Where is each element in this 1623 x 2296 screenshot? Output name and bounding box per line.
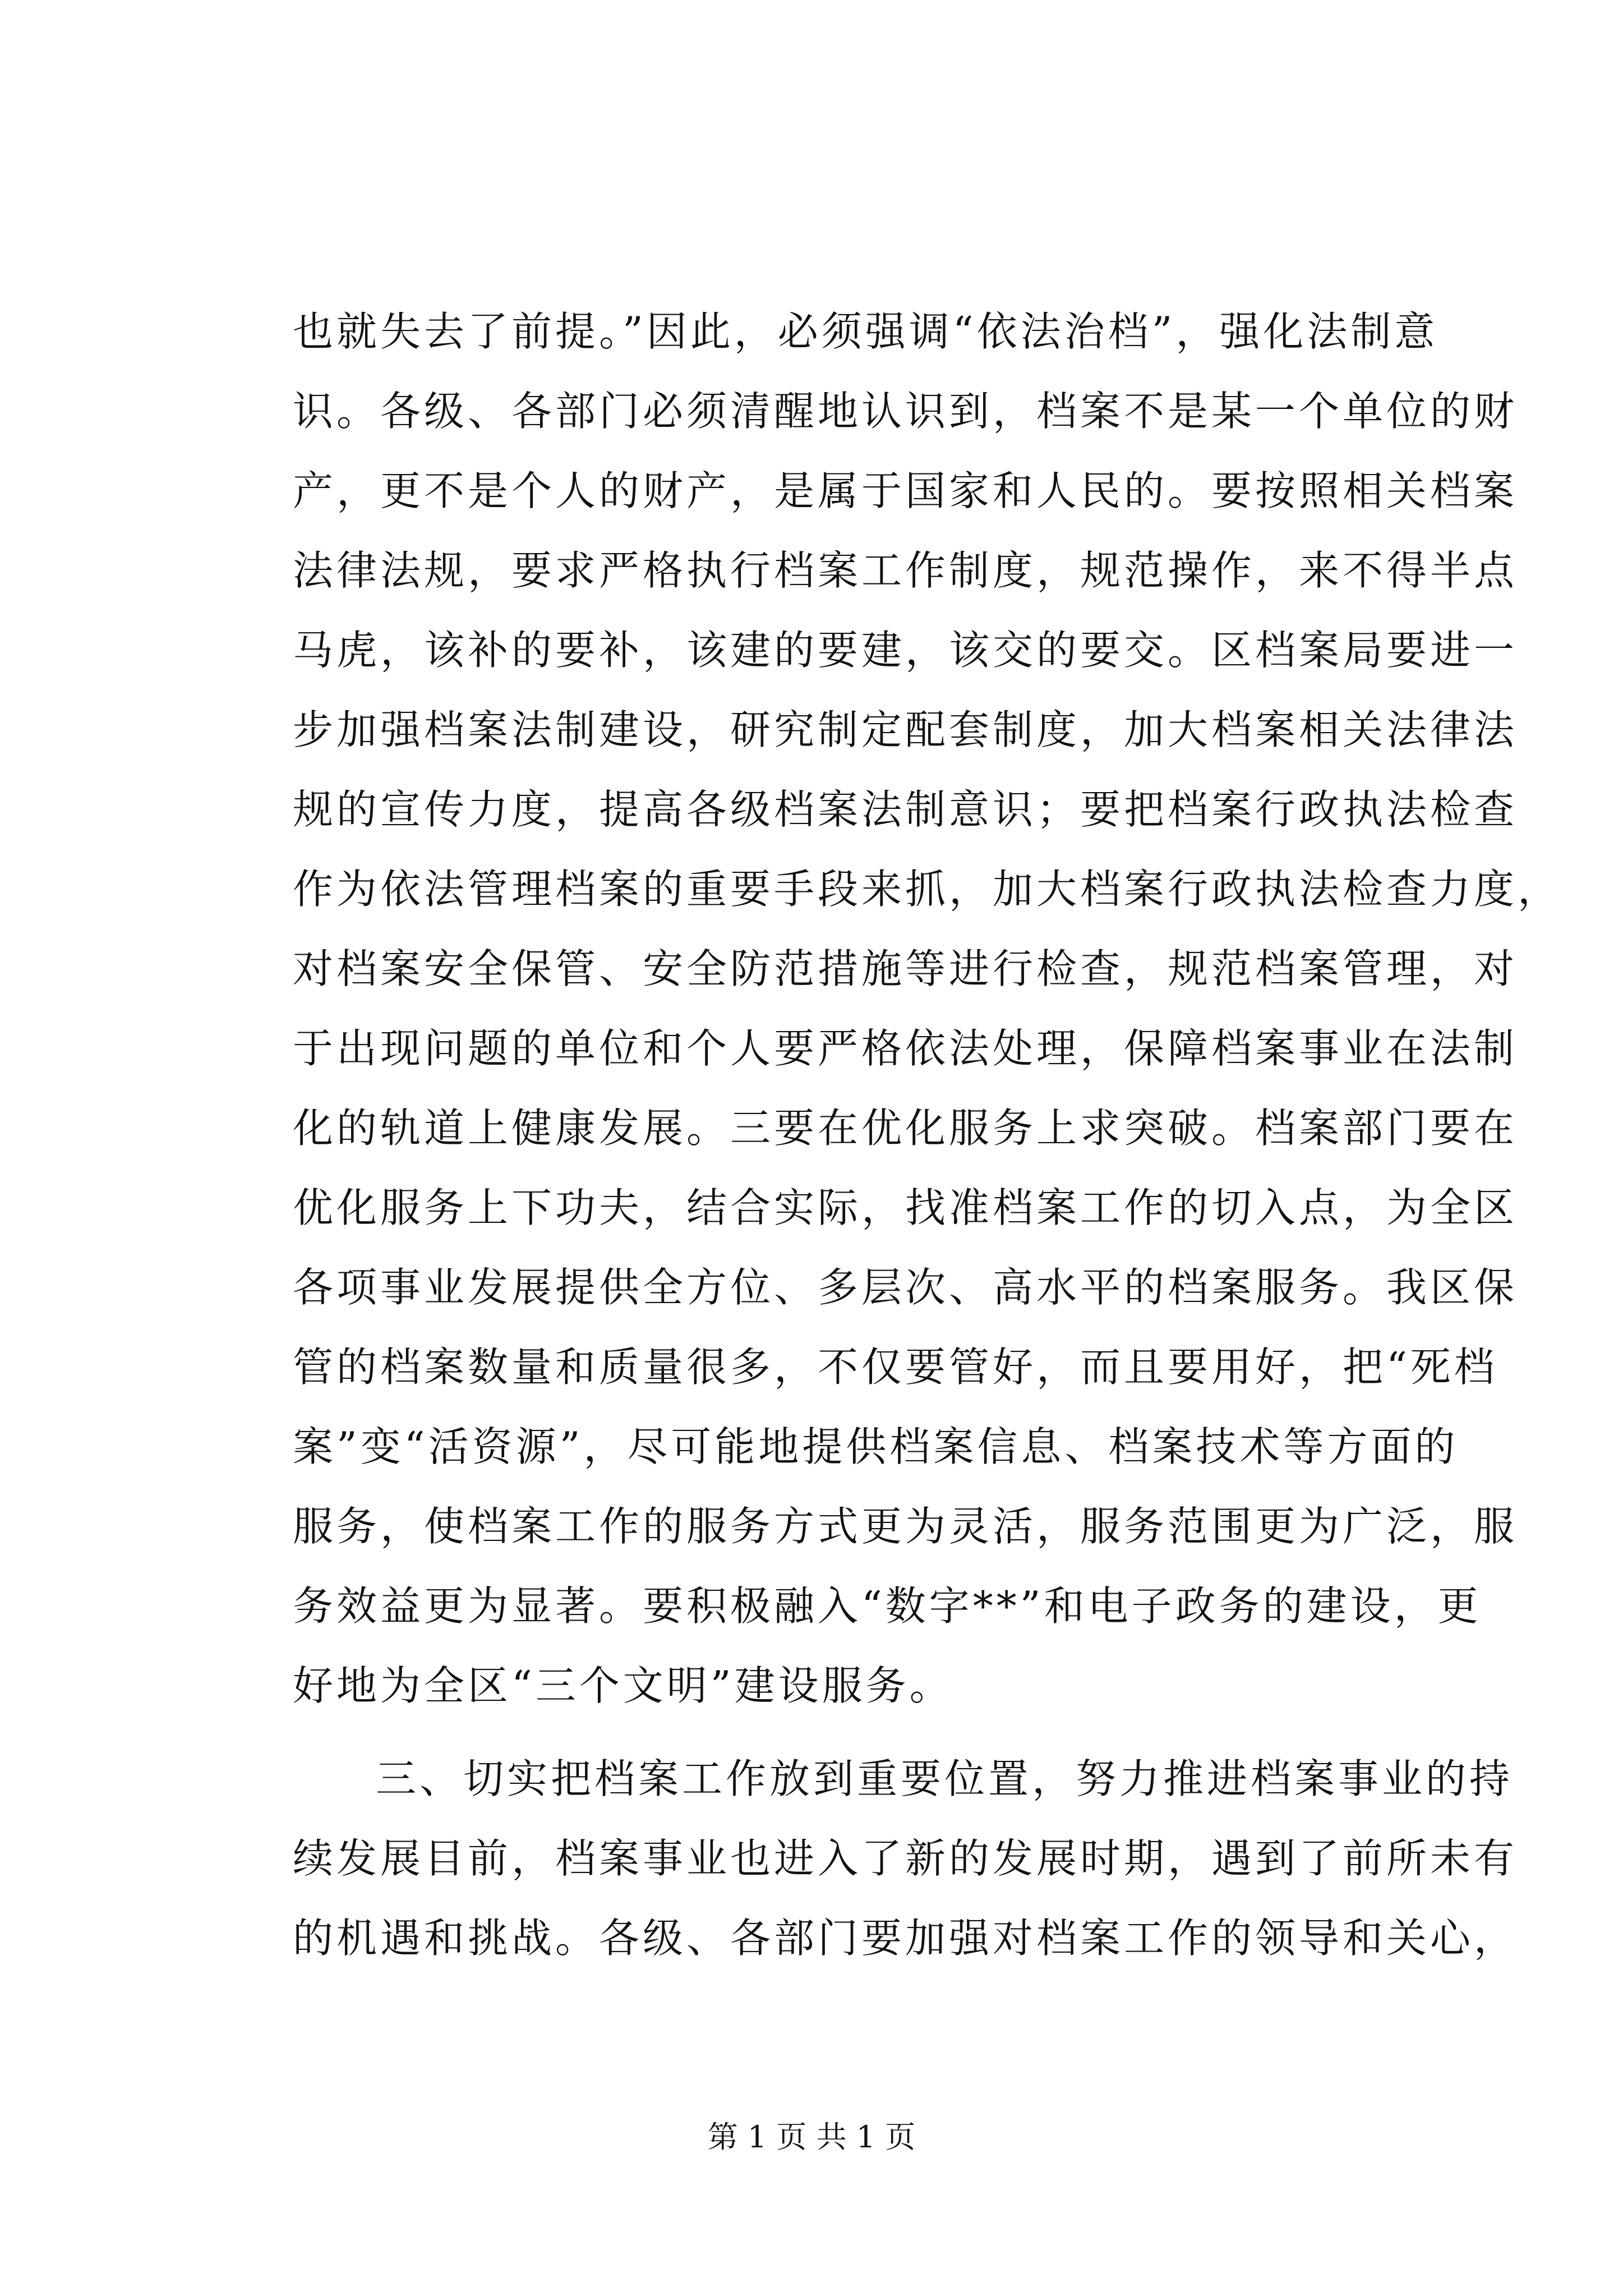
text-line: 管的档案数量和质量很多，不仅要管好，而且要用好，把“死档: [293, 1343, 1498, 1391]
text-line: 服务，使档案工作的服务方式更为灵活，服务范围更为广泛，服: [293, 1503, 1518, 1550]
text-line: 化的轨道上健康发展。三要在优化服务上求突破。档案部门要在: [293, 1105, 1518, 1152]
page-number-label: 第 1 页 共 1 页: [707, 2119, 916, 2155]
text-line: 规的宣传力度，提高各级档案法制意识；要把档案行政执法检查: [293, 786, 1518, 833]
text-line: 优化服务上下功夫，结合实际，找准档案工作的切入点，为全区: [293, 1184, 1518, 1231]
text-line: 续发展目前，档案事业也进入了新的发展时期，遇到了前所未有: [293, 1835, 1518, 1882]
text-line: 务效益更为显著。要积极融入“数字**”和电子政务的建设，更: [293, 1582, 1482, 1630]
text-line: 各项事业发展提供全方位、多层次、高水平的档案服务。我区保: [293, 1264, 1518, 1311]
document-body: [293, 292, 1562, 1978]
paragraph-1: [293, 292, 1562, 1726]
paragraph-spacer: [293, 1726, 1409, 1739]
page-footer: [0, 2118, 1623, 2157]
text-line: 产，更不是个人的财产，是属于国家和人民的。要按照相关档案: [293, 467, 1518, 514]
text-line: 作为依法管理档案的重要手段来抓，加大档案行政执法检查力度，: [293, 866, 1562, 913]
text-line: 案”变“活资源”，尽可能地提供档案信息、档案技术等方面的: [293, 1423, 1459, 1470]
text-line: 的机遇和挑战。各级、各部门要加强对档案工作的领导和关心，: [293, 1915, 1518, 1962]
text-line: 对档案安全保管、安全防范措施等进行检查，规范档案管理，对: [293, 945, 1518, 992]
text-line: 于出现问题的单位和个人要严格依法处理，保障档案事业在法制: [293, 1025, 1518, 1072]
text-line: 法律法规，要求严格执行档案工作制度，规范操作，来不得半点: [293, 547, 1518, 594]
text-line: 也就失去了前提。”因此，必须强调“依法治档”，强化法制意: [293, 308, 1438, 355]
text-line: 马虎，该补的要补，该建的要建，该交的要交。区档案局要进一: [293, 627, 1518, 674]
text-line: 好地为全区“三个文明”建设服务。: [293, 1662, 953, 1709]
text-line: 识。各级、各部门必须清醒地认识到，档案不是某一个单位的财: [293, 388, 1518, 435]
text-line: 步加强档案法制建设，研究制定配套制度，加大档案相关法律法: [293, 706, 1518, 753]
text-line: 三、切实把档案工作放到重要位置，努力推进档案事业的持: [376, 1755, 1514, 1802]
paragraph-2: [293, 1739, 1518, 1978]
